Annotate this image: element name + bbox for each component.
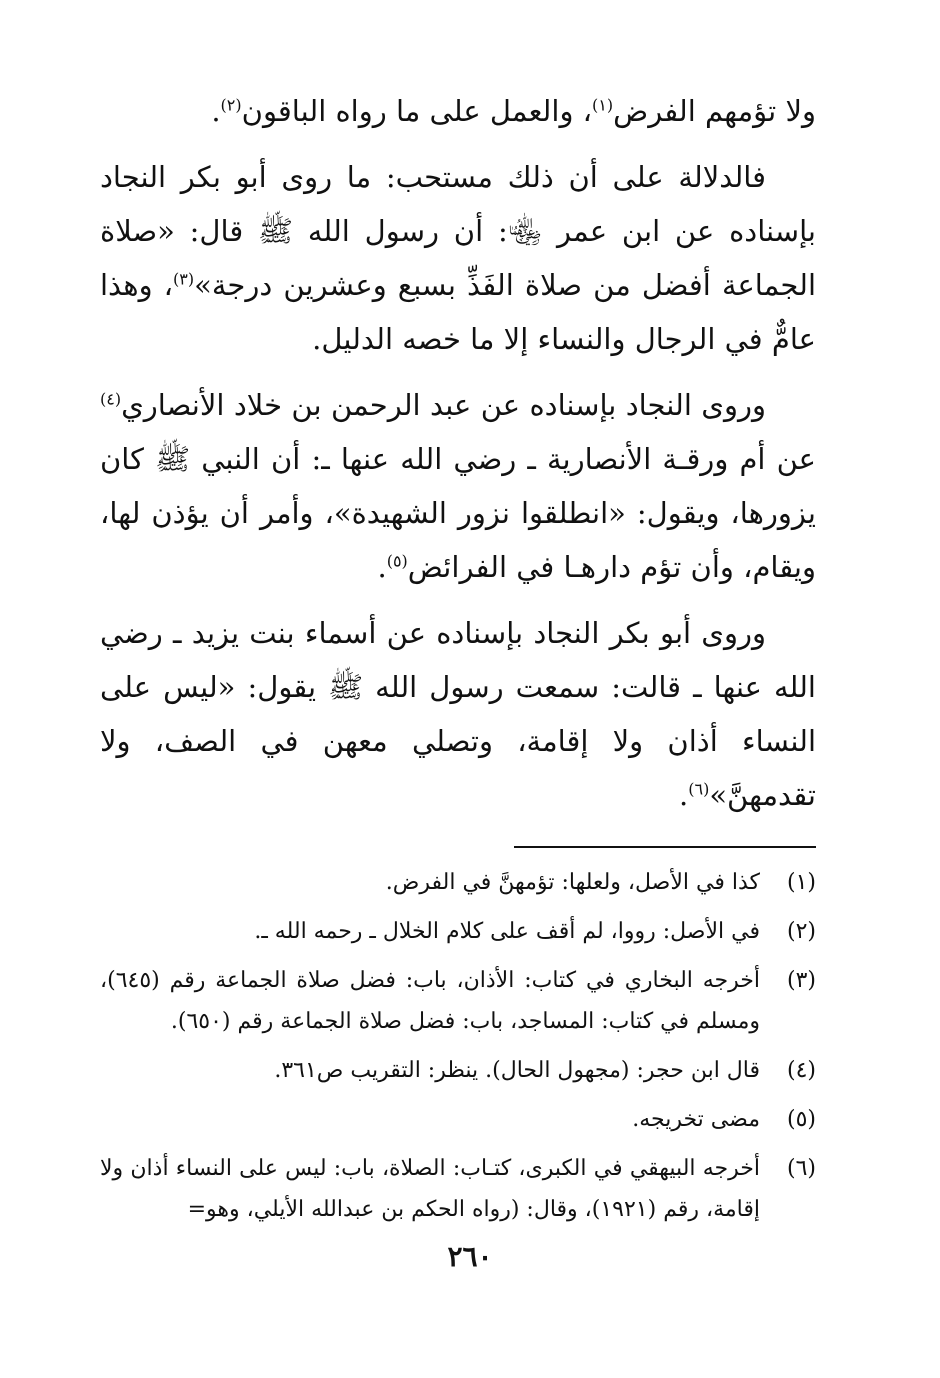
- paragraph-3: [100, 378, 816, 594]
- footnote-number: (١): [786, 870, 816, 895]
- footnote-2: [100, 911, 816, 952]
- footnote-ref[interactable]: (١): [592, 95, 614, 115]
- main-text: [100, 84, 816, 822]
- paragraph-1: [100, 84, 816, 138]
- footnote-number: (٦): [786, 1156, 816, 1181]
- text-run: وروى أبو بكر النجاد بإسناده عن أسماء بنت يزيد ـ رضي الله عنها ـ قالت: سمعت رسول الله ﷺ يقول: «ليس على النساء أذان ولا إقامة، وتصلي معهن في الصف، ولا تقدمهنَّ»: [100, 616, 816, 812]
- text-run: ، والعمل على ما رواه الباقون: [241, 94, 593, 128]
- page-number: ٢٦٠: [447, 1240, 493, 1273]
- footnote-3: [100, 960, 816, 1042]
- footnote-separator: [514, 846, 816, 848]
- footnote-ref[interactable]: (٢): [220, 95, 242, 115]
- footnote-number: (٣): [786, 968, 816, 993]
- footnote-5: [100, 1099, 816, 1140]
- footnote-ref[interactable]: (٤): [100, 389, 122, 409]
- footnote-text: أخرجه البخاري في كتاب: الأذان، باب: فضل صلاة الجماعة رقم (٦٤٥)، ومسلم في كتاب: المساجد، باب: فضل صلاة الجماعة رقم (٦٥٠).: [100, 968, 760, 1034]
- text-run: ولا تؤمهم الفرض: [613, 94, 816, 128]
- footnotes: [100, 862, 816, 1230]
- text-run: ، وهذا عامٌّ في الرجال والنساء إلا ما خصه الدليل.: [100, 268, 816, 356]
- footnote-number: (٥): [786, 1107, 816, 1132]
- text-run: وروى النجاد بإسناده عن عبد الرحمن بن خلاد الأنصاري: [121, 388, 766, 422]
- footnote-number: (٢): [786, 919, 816, 944]
- text-run: .: [679, 778, 689, 812]
- footnote-4: [100, 1050, 816, 1091]
- footnote-ref[interactable]: (٣): [173, 269, 195, 289]
- paragraph-2: [100, 150, 816, 366]
- footnote-text: قال ابن حجر: (مجهول الحال). ينظر: التقريب ص٣٦١.: [274, 1058, 760, 1083]
- text-run: .: [377, 550, 387, 584]
- footnote-text: في الأصل: رووا، لم أقف على كلام الخلال ـ رحمه الله ـ.: [254, 919, 760, 944]
- paragraph-4: [100, 606, 816, 822]
- text-run: عن أم ورقـة الأنصارية ـ رضي الله عنها ـ: أن النبي ﷺ كان يزورها، ويقول: «انطلقوا نزور الشهيدة»، وأمر أن يؤذن لها، ويقام، وأن تؤم دارهـا في الفرائض: [100, 442, 816, 584]
- footnote-number: (٤): [786, 1058, 816, 1083]
- footnote-text: مضى تخريجه.: [632, 1107, 760, 1132]
- footnote-1: [100, 862, 816, 903]
- text-run: .: [211, 94, 221, 128]
- footnote-text: أخرجه البيهقي في الكبرى، كتـاب: الصلاة، باب: ليس على النساء أذان ولا إقامة، رقم (١٩٢١)، وقال: (رواه الحكم بن عبدالله الأيلي، وهو=: [100, 1156, 760, 1222]
- footnote-ref[interactable]: (٦): [688, 779, 710, 799]
- footnote-ref[interactable]: (٥): [386, 551, 408, 571]
- text-run: فالدلالة على أن ذلك مستحب: ما روى أبو بكر النجاد بإسناده عن ابن عمر ﵄: أن رسول الله ﷺ قال: «صلاة الجماعة أفضل من صلاة الفَذِّ بسبع وعشرين درجة»: [100, 160, 817, 302]
- footnote-6: [100, 1148, 816, 1230]
- book-page: [100, 84, 816, 1284]
- footnote-text: كذا في الأصل، ولعلها: تؤمهنَّ في الفرض.: [385, 870, 760, 895]
